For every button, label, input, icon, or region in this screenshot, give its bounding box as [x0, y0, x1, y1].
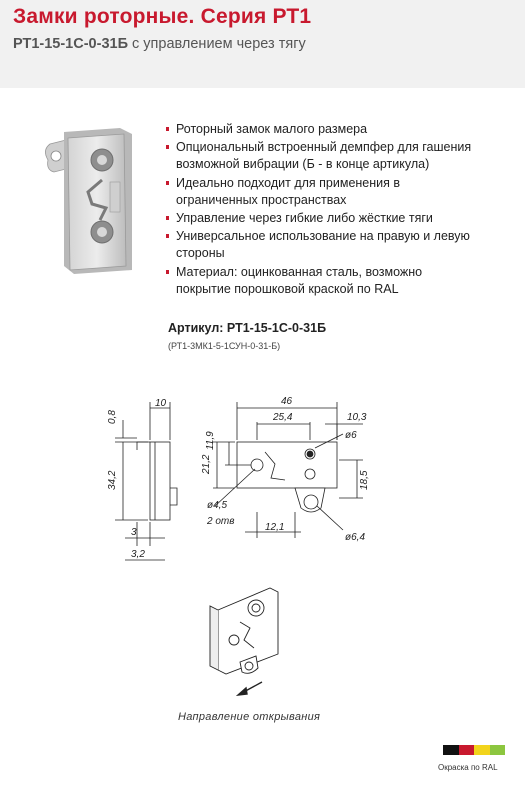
article-number: Артикул: РТ1-15-1С-0-31Б — [168, 321, 327, 335]
ral-swatch-yellow — [474, 745, 490, 755]
dim-d6-4: ø6,4 — [345, 532, 366, 543]
dim-21-2: 21,2 — [201, 454, 212, 474]
ral-swatch-black — [443, 745, 459, 755]
product-photo — [40, 120, 150, 280]
header-band — [0, 0, 525, 88]
ral-color-bar — [443, 745, 505, 755]
subtitle-description: с управлением через тягу — [128, 36, 306, 52]
dim-12-1: 12,1 — [265, 522, 285, 533]
dim-2-holes: 2 отв — [207, 516, 235, 527]
feature-list — [160, 121, 480, 299]
dim-34-2: 34,2 — [107, 470, 118, 490]
dim-46: 46 — [281, 396, 293, 407]
dim-0-8: 0,8 — [107, 410, 118, 424]
feature-item: Материал: оцинкованная сталь, возможно покрытие порошковой краской по RAL — [160, 264, 480, 298]
feature-item: Управление через гибкие либо жёсткие тяги — [160, 210, 480, 227]
dim-3-2: 3,2 — [131, 549, 145, 560]
article-alt-number: (РТ1-3МК1-5-1СУН-0-31-Б) — [168, 341, 281, 351]
dim-d6: ø6 — [345, 430, 357, 441]
feature-item: Опциональный встроенный демпфер для гашения возможной вибрации (Б - в конце артикула) — [160, 139, 480, 173]
ral-swatch-green — [490, 745, 506, 755]
feature-item: Универсальное использование на правую и левую стороны — [160, 228, 480, 262]
feature-item: Роторный замок малого размера — [160, 121, 480, 138]
ral-legend — [438, 745, 513, 772]
isometric-view — [200, 570, 320, 700]
page-subtitle — [13, 36, 306, 52]
dim-3: 3 — [131, 527, 137, 538]
dim-25-4: 25,4 — [273, 412, 293, 423]
dim-11-9: 11,9 — [205, 431, 216, 450]
opening-direction-label: Направление открывания — [178, 711, 321, 723]
dim-d4-5: ø4,5 — [207, 500, 228, 511]
page-title: Замки роторные. Серия РТ1 — [13, 5, 312, 28]
subtitle-code: РТ1-15-1С-0-31Б — [13, 36, 128, 52]
dim-10-3: 10,3 — [347, 412, 367, 423]
ral-swatch-red — [459, 745, 475, 755]
dim-18-5: 18,5 — [359, 470, 370, 490]
feature-item: Идеально подходит для применения в ограниченных пространствах — [160, 175, 480, 209]
dim-10: 10 — [155, 398, 167, 409]
ral-label: Окраска по RAL — [438, 763, 498, 772]
technical-drawing — [95, 380, 405, 570]
